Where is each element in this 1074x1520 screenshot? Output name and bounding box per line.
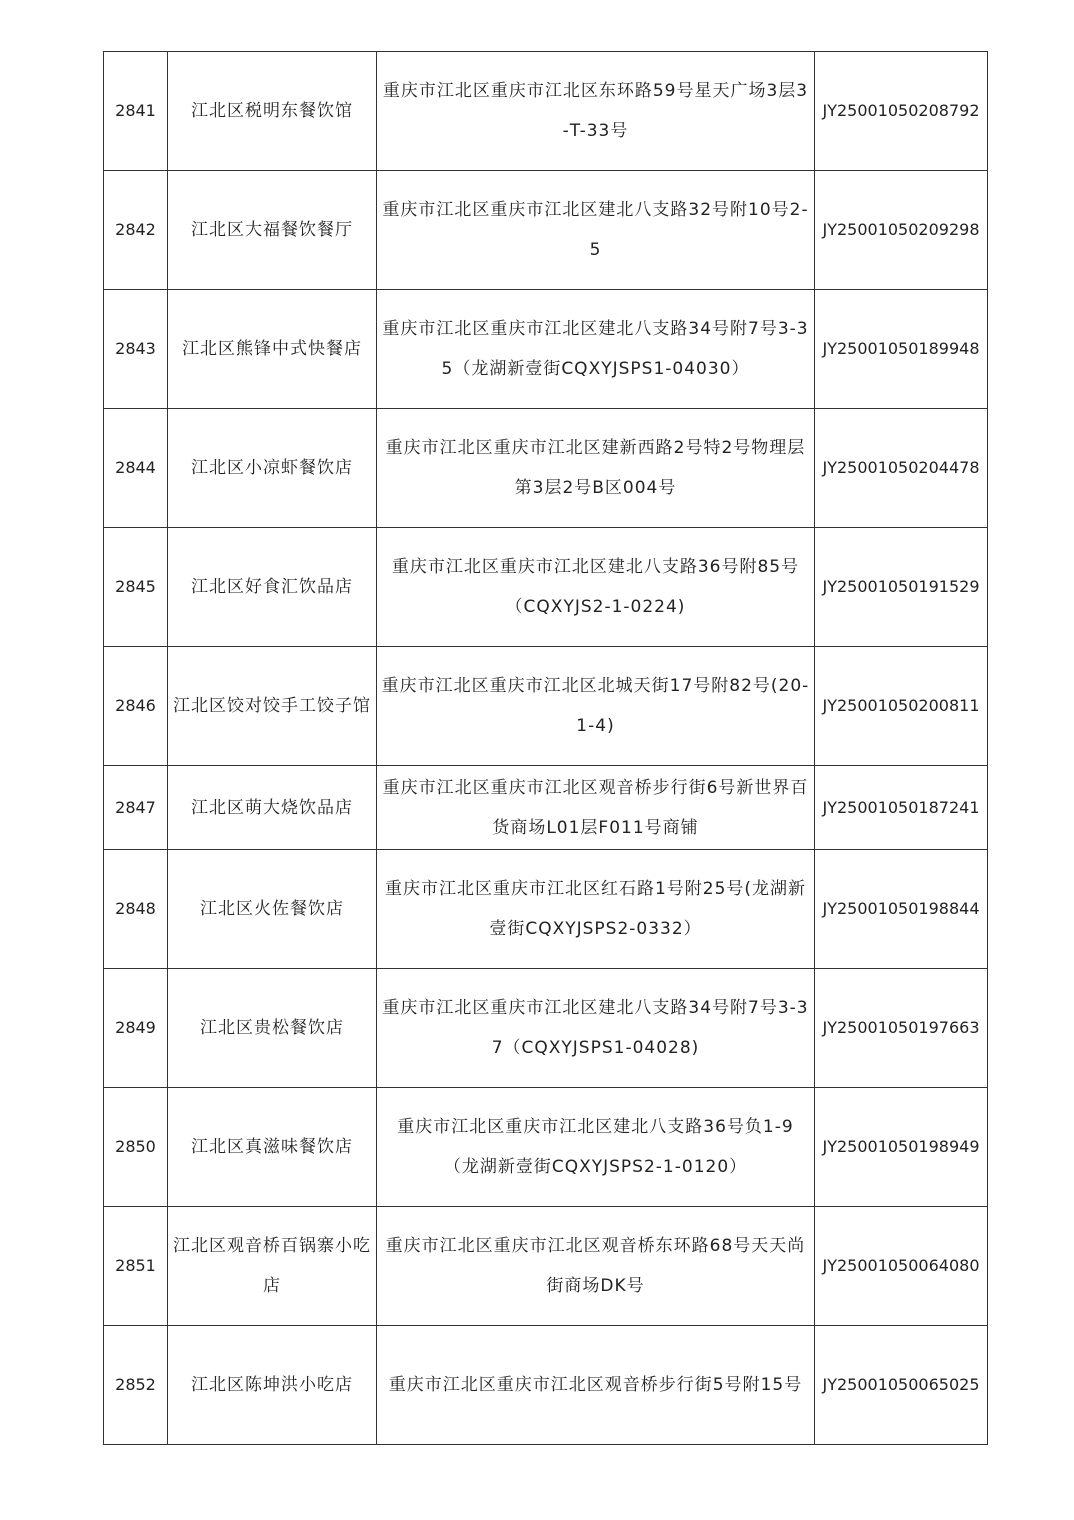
- table-row: [104, 850, 988, 969]
- table-row: [104, 647, 988, 766]
- row-number: 2847: [104, 766, 168, 850]
- business-address: 重庆市江北区重庆市江北区建北八支路34号附7号3-37（CQXYJSPS1-04028): [377, 969, 815, 1088]
- row-number: 2851: [104, 1207, 168, 1326]
- business-name: 江北区饺对饺手工饺子馆: [168, 647, 377, 766]
- business-name: 江北区火佐餐饮店: [168, 850, 377, 969]
- business-address: 重庆市江北区重庆市江北区北城天街17号附82号(20-1-4): [377, 647, 815, 766]
- license-number: JY25001050191529: [815, 528, 988, 647]
- business-name: 江北区大福餐饮餐厅: [168, 171, 377, 290]
- license-number: JY25001050197663: [815, 969, 988, 1088]
- license-number: JY25001050209298: [815, 171, 988, 290]
- row-number: 2850: [104, 1088, 168, 1207]
- business-address: 重庆市江北区重庆市江北区建北八支路36号附85号（CQXYJS2-1-0224): [377, 528, 815, 647]
- license-number: JY25001050065025: [815, 1326, 988, 1445]
- license-number: JY25001050204478: [815, 409, 988, 528]
- business-address: 重庆市江北区重庆市江北区观音桥东环路68号天天尚街商场DK号: [377, 1207, 815, 1326]
- business-address: 重庆市江北区重庆市江北区建北八支路36号负1-9（龙湖新壹街CQXYJSPS2-1-0120）: [377, 1088, 815, 1207]
- row-number: 2845: [104, 528, 168, 647]
- business-address: 重庆市江北区重庆市江北区红石路1号附25号(龙湖新壹街CQXYJSPS2-0332）: [377, 850, 815, 969]
- business-address: 重庆市江北区重庆市江北区观音桥步行街5号附15号: [377, 1326, 815, 1445]
- license-number: JY25001050187241: [815, 766, 988, 850]
- row-number: 2852: [104, 1326, 168, 1445]
- business-name: 江北区萌大烧饮品店: [168, 766, 377, 850]
- table-row: [104, 171, 988, 290]
- table-row: [104, 290, 988, 409]
- business-address: 重庆市江北区重庆市江北区建新西路2号特2号物理层第3层2号B区004号: [377, 409, 815, 528]
- table-row: [104, 1207, 988, 1326]
- table-row: [104, 52, 988, 171]
- row-number: 2843: [104, 290, 168, 409]
- business-license-table: [103, 51, 988, 1445]
- business-name: 江北区观音桥百锅寨小吃店: [168, 1207, 377, 1326]
- row-number: 2849: [104, 969, 168, 1088]
- business-address: 重庆市江北区重庆市江北区东环路59号星天广场3层3-T-33号: [377, 52, 815, 171]
- business-name: 江北区税明东餐饮馆: [168, 52, 377, 171]
- business-name: 江北区熊锋中式快餐店: [168, 290, 377, 409]
- row-number: 2844: [104, 409, 168, 528]
- license-number: JY25001050198949: [815, 1088, 988, 1207]
- table-row: [104, 969, 988, 1088]
- license-number: JY25001050200811: [815, 647, 988, 766]
- table-row: [104, 766, 988, 850]
- business-address: 重庆市江北区重庆市江北区建北八支路34号附7号3-35（龙湖新壹街CQXYJSPS1-04030）: [377, 290, 815, 409]
- license-number: JY25001050208792: [815, 52, 988, 171]
- business-name: 江北区贵松餐饮店: [168, 969, 377, 1088]
- business-address: 重庆市江北区重庆市江北区观音桥步行街6号新世界百货商场L01层F011号商铺: [377, 766, 815, 850]
- row-number: 2842: [104, 171, 168, 290]
- table-row: [104, 528, 988, 647]
- license-number: JY25001050198844: [815, 850, 988, 969]
- business-name: 江北区真滋味餐饮店: [168, 1088, 377, 1207]
- business-name: 江北区好食汇饮品店: [168, 528, 377, 647]
- business-address: 重庆市江北区重庆市江北区建北八支路32号附10号2-5: [377, 171, 815, 290]
- license-number: JY25001050189948: [815, 290, 988, 409]
- row-number: 2841: [104, 52, 168, 171]
- table-row: [104, 1326, 988, 1445]
- row-number: 2848: [104, 850, 168, 969]
- table-row: [104, 409, 988, 528]
- business-name: 江北区小凉虾餐饮店: [168, 409, 377, 528]
- business-name: 江北区陈坤洪小吃店: [168, 1326, 377, 1445]
- row-number: 2846: [104, 647, 168, 766]
- license-number: JY25001050064080: [815, 1207, 988, 1326]
- table-row: [104, 1088, 988, 1207]
